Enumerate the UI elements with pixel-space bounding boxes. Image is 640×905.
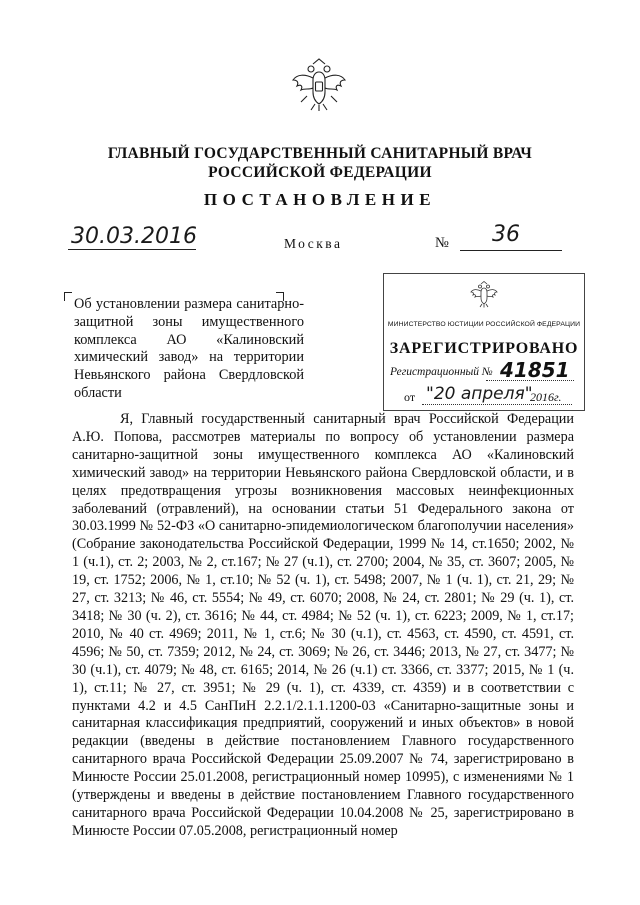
number-line [460, 250, 562, 251]
authority-line-2: РОССИЙСКОЙ ФЕДЕРАЦИИ [208, 164, 432, 181]
stamp-ministry: МИНИСТЕРСТВО ЮСТИЦИИ РОССИЙСКОЙ ФЕДЕРАЦИИ [387, 321, 581, 328]
stamp-from-date: "20 апреля" [426, 384, 533, 404]
stamp-from-label: от [404, 390, 416, 404]
subject-bracket-left [64, 292, 72, 301]
number-label: № [435, 235, 449, 251]
double-headed-eagle-icon [468, 280, 500, 310]
document-city: Москва [284, 236, 343, 251]
stamp-reg-number: 41851 [500, 358, 570, 382]
stamp-reg-number-label: Регистрационный № [390, 366, 493, 378]
stamp-year: 2016г. [530, 390, 562, 404]
document-subject: Об установлении размера санитарно-защитной зоны имущественного комплекса АО «Калиновский химический завод» на территории Невьянского района Свердловской области [74, 296, 304, 401]
document-number: 36 [492, 222, 520, 247]
document-type: ПОСТАНОВЛЕНИЕ [203, 190, 437, 209]
authority-line-1: ГЛАВНЫЙ ГОСУДАРСТВЕННЫЙ САНИТАРНЫЙ ВРАЧ [107, 145, 533, 162]
body-paragraph: Я, Главный государственный санитарный врач Российской Федерации А.Ю. Попова, рассмотрев материалы по вопросу об установлении размера санитарно-защитной зоны имущественного комплекса АО «Калиновский химический завод» на территории Невьянского района Свердловской области, и в целях предотвращения угрозы возникновения массовых неинфекционных заболеваний (отравлений), на основании статьи 51 Федерального закона от 30.03.1999 № 52-ФЗ «О санитарно-эпидемиологическом благополучии населения» (Собрание законодательства Российской Федерации, 1999 № 14, ст.1650; 2002, № 1 (ч.1), ст. 2; 2003, № 2, ст.167; № 27 (ч.1), ст. 2700; 2004, № 35, ст. 3607; 2005, № 19, ст. 1752; 2006, № 1, ст.10; № 52 (ч. 1), ст. 5498; 2007, № 1 (ч. 1), ст. 21, 29; № 27, ст. 3213; № 46, ст. 5554; № 49, ст. 6070; 2008, № 24, ст. 2801; № 29 (ч. 1), ст. 3418; № 30 (ч. 2), ст. 3616; № 44, ст. 4984; № 52 (ч. 1), ст. 6223; 2009, № 1, ст.17; 2010, № 40 ст. 4969; 2011, № 1, ст.6; № 30 (ч.1), ст. 4563, ст. 4590, ст. 4591, ст. 4596; № 50, ст. 7359; 2012, № 24, ст. 3069; № 26, ст. 3446; 2013, № 27, ст. 3477; № 30 (ч.1), ст. 4079; № 48, ст. 6165; 2014, № 26 (ч.1) ст. 3366, ст. 3377; 2015, № 1 (ч. 1), ст.11; № 27, ст. 3951; № 29 (ч. 1), ст. 4339, ст. 4359) и в соответствии с пунктами 4.2 и 4.5 СанПиН 2.2.1/2.1.1.1200-03 «Санитарно-защитные зоны и санитарная классификация предприятий, сооружений и иных объектов» в новой редакции (введены в действие постановлением Главного государственного санитарного врача Российской Федерации 25.09.2007 № 74, зарегистрировано в Минюсте России 25.01.2008, регистрационный номер 10995), с изменениями № 1 (утверждены и введены в действие постановлением Главного государственного санитарного врача Российской Федерации 10.04.2008 № 25, зарегистрировано в Минюсте России 07.05.2008, регистрационный номер [72, 411, 574, 839]
double-headed-eagle-icon [287, 56, 351, 116]
registration-stamp [383, 273, 585, 411]
document-date: 30.03.2016 [68, 225, 196, 250]
stamp-registered: ЗАРЕГИСТРИРОВАНО [389, 340, 579, 357]
